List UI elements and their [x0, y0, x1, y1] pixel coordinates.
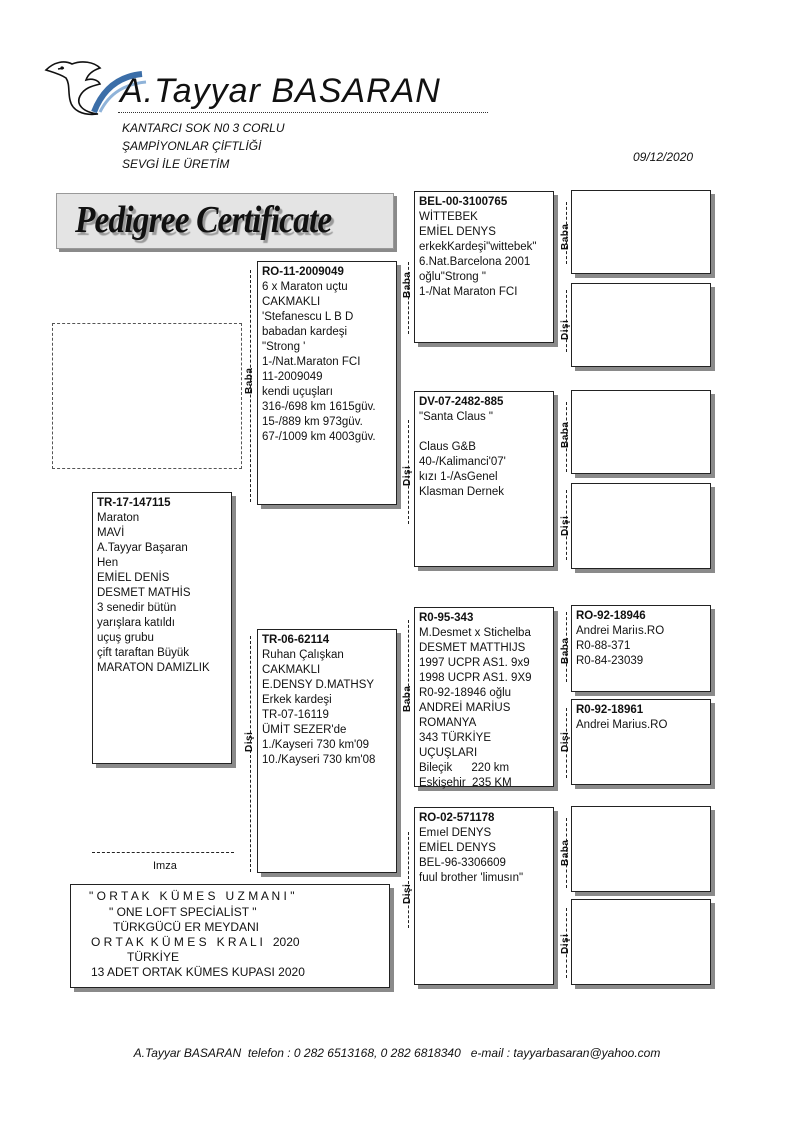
dam-line: TR-07-16119 [262, 709, 329, 721]
loft-line: 13 ADET ORTAK KÜMES KUPASI 2020 [91, 965, 305, 979]
dam-dam-label: Dişi [402, 883, 413, 904]
ggp-disi-label: Dişi [560, 933, 571, 954]
dam-line: Erkek kardeşi [262, 694, 332, 706]
dam-dam-line: BEL-96-3306609 [419, 857, 506, 869]
dam-sire-line: 1997 UCPR AS1. 9x9 [419, 657, 530, 669]
subject-line: Maraton [97, 512, 140, 524]
dam-sire-sire-box [571, 605, 711, 692]
dam-sire-ring: R0-95-343 [419, 612, 474, 624]
dam-line: E.DENSY D.MATHSY [262, 679, 375, 691]
dam-sire-line: ANDREİ MARİUS [419, 702, 511, 714]
dam-line: Ruhan Çalışkan [262, 649, 344, 661]
dam-sire-sire-ring: RO-92-18946 [576, 610, 646, 622]
ggp-disi-label: Dişi [560, 515, 571, 536]
footer-contact: A.Tayyar BASARAN telefon : 0 282 6513168, 0 282 6818340 e-mail : tayyarbasaran@yahoo.com [133, 1046, 661, 1060]
sire-sire-line: oğlu"Strong " [419, 271, 486, 283]
loft-info-box [70, 884, 390, 988]
dam-sire-line: UÇUŞLARI [419, 747, 478, 759]
subject-line: MAVİ [97, 527, 125, 539]
loft-line: TÜRKİYE [127, 950, 180, 964]
dam-sire-line: ROMANYA [419, 717, 477, 729]
dam-sire-line: Eskişehir 235 KM [419, 777, 512, 789]
ggp-disi-label: Dişi [560, 319, 571, 340]
title-underline [118, 112, 488, 113]
dam-dam-line: fuul brother 'limusın" [419, 872, 524, 884]
breeder-name-title: A.Tayyar BASARAN [120, 72, 441, 110]
subject-line: DESMET MATHİS [97, 587, 191, 599]
subject-line: A.Tayyar Başaran [97, 542, 188, 554]
sire-line: 316-/698 km 1615güv. [262, 401, 376, 413]
dam-sire-line: 1998 UCPR AS1. 9X9 [419, 672, 532, 684]
sire-ring: RO-11-2009049 [262, 266, 344, 278]
loft-line: " ONE LOFT SPECİALİST " [109, 905, 257, 919]
sire-line: 11-2009049 [262, 371, 323, 383]
sire-box [257, 261, 397, 505]
dam-sire-label: Baba [402, 685, 413, 712]
sire-line: 15-/889 km 973güv. [262, 416, 363, 428]
dam-dam-line: Emıel DENYS [419, 827, 492, 839]
dam-connector [250, 636, 251, 872]
address-text: KANTARCI SOK N0 3 CORLU [122, 121, 285, 135]
ggp-box-empty [571, 283, 711, 367]
ggp-box-empty [571, 806, 711, 892]
dam-sire-dam-line: Andrei Marius.RO [576, 719, 668, 731]
certificate-title: Pedigree Certificate [75, 199, 332, 241]
subject-line: uçuş grubu [97, 632, 154, 644]
dam-dam-line: EMİEL DENYS [419, 842, 496, 854]
dam-sire-sire-line: R0-84-23039 [576, 655, 644, 667]
subject-bird-box [92, 492, 232, 764]
sire-sire-box [414, 191, 554, 343]
loft-line: TÜRKGÜCÜ ER MEYDANI [113, 920, 260, 934]
loft-line: " O R T A K K Ü M E S U Z M A N I " [89, 889, 295, 903]
dam-line: 10./Kayseri 730 km'08 [262, 754, 376, 766]
sire-dam-box [414, 391, 554, 567]
dam-sire-line: 343 TÜRKİYE [419, 732, 492, 744]
dam-ring: TR-06-62114 [262, 634, 330, 646]
ggp-baba-label: Baba [560, 421, 571, 448]
subject-line: MARATON DAMIZLIK [97, 662, 210, 674]
sire-dam-line: Klasman Dernek [419, 486, 505, 498]
subject-line: yarışlara katıldı [97, 617, 175, 629]
sire-line: 1-/Nat.Maraton FCI [262, 356, 361, 368]
signature-label: Imza [153, 860, 177, 872]
sire-dam-line: "Santa Claus " [419, 411, 494, 423]
subject-line: EMİEL DENİS [97, 572, 170, 584]
dam-line: 1./Kayseri 730 km'09 [262, 739, 370, 751]
sire-sire-line: 1-/Nat Maraton FCI [419, 286, 518, 298]
subject-line: çift taraftan Büyük [97, 647, 190, 659]
dam-sire-dam-box [571, 699, 711, 785]
subject-line: 3 senedir bütün [97, 602, 177, 614]
dam-dam-connector [408, 832, 409, 928]
dam-label: Dişi [244, 731, 255, 752]
certificate-date: 09/12/2020 [633, 150, 694, 164]
subject-ring: TR-17-147115 [97, 497, 171, 509]
sire-line: "Strong ' [262, 341, 306, 353]
sire-line: babadan kardeşi [262, 326, 348, 338]
sire-dam-ring: DV-07-2482-885 [419, 396, 504, 408]
sire-line: kendi uçuşları [262, 386, 333, 398]
ggp-baba-label: Baba [560, 637, 571, 664]
certificate-banner [56, 193, 394, 249]
dam-sire-sire-line: Andrei Mariıs.RO [576, 625, 665, 637]
sire-sire-label: Baba [402, 271, 413, 298]
ggp-box-empty [571, 899, 711, 985]
sire-dam-line: 40-/Kalimanci'07' [419, 456, 506, 468]
sire-label: Baba [244, 367, 255, 394]
dam-sire-box [414, 607, 554, 787]
sire-dam-line: kızı 1-/AsGenel [419, 471, 498, 483]
farm-name-text: ŞAMPİYONLAR ÇİFTLİĞİ [122, 139, 262, 153]
ggp-baba-label: Baba [560, 839, 571, 866]
sire-sire-line: EMİEL DENYS [419, 226, 496, 238]
ggp-disi-label: Dişi [560, 731, 571, 752]
signature-line [92, 852, 234, 853]
dam-sire-line: DESMET MATTHIJS [419, 642, 526, 654]
sire-line: 6 x Maraton uçtu [262, 281, 348, 293]
sire-sire-ring: BEL-00-3100765 [419, 196, 508, 208]
dam-dam-ring: RO-02-571178 [419, 812, 495, 824]
sire-dam-label: Dişi [402, 465, 413, 486]
dam-sire-sire-line: R0-88-371 [576, 640, 631, 652]
dam-sire-line: R0-92-18946 oğlu [419, 687, 512, 699]
loft-line: O R T A K K Ü M E S K R A L I 2020 [91, 935, 300, 949]
ggp-box-empty [571, 390, 711, 474]
dam-sire-line: M.Desmet x Stichelba [419, 627, 531, 639]
dam-dam-box [414, 807, 554, 985]
sire-sire-line: 6.Nat.Barcelona 2001 [419, 256, 531, 268]
sire-sire-line: WİTTEBEK [419, 211, 478, 223]
ggp-box-empty [571, 483, 711, 569]
dam-sire-line: Bileçik 220 km [419, 762, 510, 774]
dam-line: ÜMİT SEZER'de [262, 724, 347, 736]
sire-dam-line: Claus G&B [419, 441, 476, 453]
ggp-baba-label: Baba [560, 223, 571, 250]
dam-line: CAKMAKLI [262, 664, 321, 676]
sire-line: CAKMAKLI [262, 296, 321, 308]
sire-line: 67-/1009 km 4003güv. [262, 431, 376, 443]
ggp-box-empty [571, 190, 711, 274]
subject-line: Hen [97, 557, 119, 569]
dam-sire-dam-ring: R0-92-18961 [576, 704, 644, 716]
photo-placeholder [52, 323, 242, 469]
sire-line: 'Stefanescu L B D [262, 311, 354, 323]
motto-text: SEVGİ İLE ÜRETİM [122, 157, 230, 171]
sire-dam-line [419, 425, 549, 440]
dam-box [257, 629, 397, 873]
sire-sire-line: erkekKardeşi"wittebek" [419, 241, 537, 253]
